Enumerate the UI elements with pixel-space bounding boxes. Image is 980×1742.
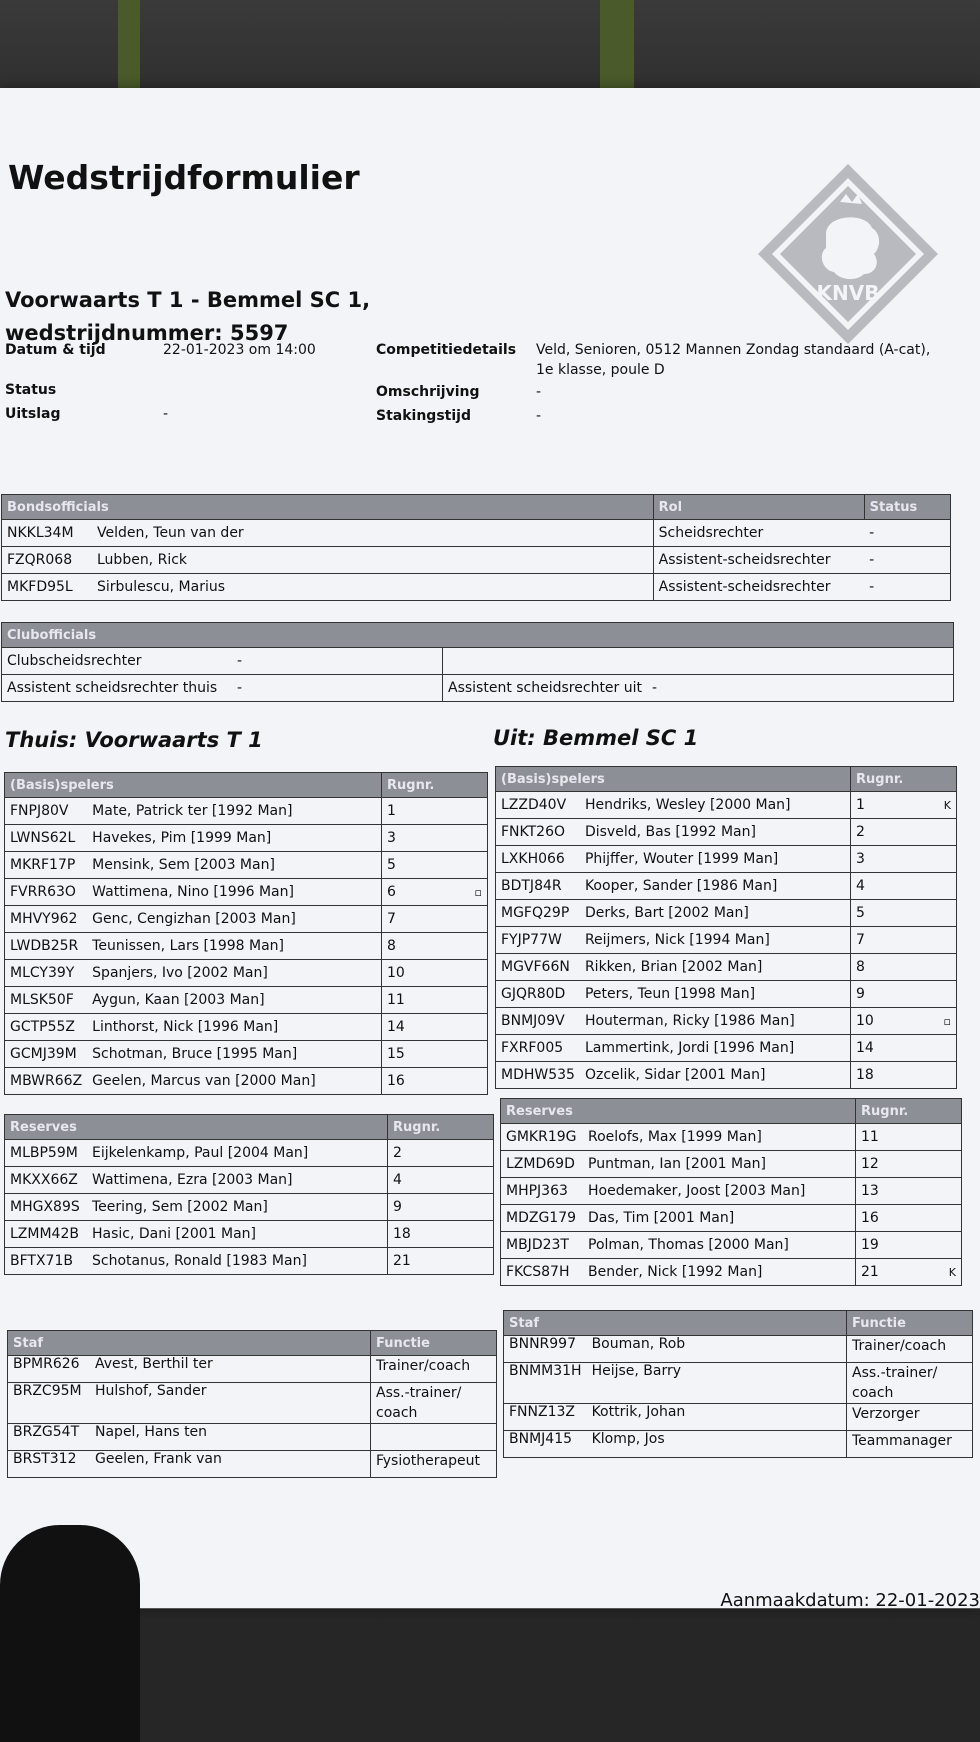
- player-marker: [443, 906, 488, 933]
- player-code: MLSK50F: [5, 987, 88, 1014]
- comp-value-2: 1e klasse, poule D: [536, 362, 665, 378]
- table-row: [5, 1014, 488, 1041]
- staff-name: Heijse, Barry: [587, 1363, 847, 1404]
- status-label: Status: [5, 382, 57, 398]
- player-code: MGFQ29P: [496, 900, 580, 927]
- shirt-number: 13: [856, 1178, 917, 1205]
- player-marker: [917, 1205, 962, 1232]
- player-name: Disveld, Bas [1992 Man]: [580, 819, 851, 846]
- player-name: Polman, Thomas [2000 Man]: [583, 1232, 856, 1259]
- player-name: Ozcelik, Sidar [2001 Man]: [580, 1062, 851, 1089]
- clubofficials-table: [1, 622, 954, 702]
- player-name: Peters, Teun [1998 Man]: [580, 981, 851, 1008]
- knvb-logo: [756, 162, 941, 347]
- match-number: wedstrijdnummer: 5597: [5, 321, 289, 345]
- home-team-title: Thuis: Voorwaarts T 1: [5, 728, 263, 752]
- player-name: Puntman, Ian [2001 Man]: [583, 1151, 856, 1178]
- reserves-header: Reserves: [5, 1115, 388, 1140]
- player-name: Roelofs, Max [1999 Man]: [583, 1124, 856, 1151]
- pavement-seam: [600, 0, 634, 100]
- player-code: MDZG179: [501, 1205, 584, 1232]
- player-name: Genc, Cengizhan [2003 Man]: [87, 906, 381, 933]
- staff-function: Teammanager: [847, 1431, 973, 1458]
- staf-header: Staf: [8, 1331, 371, 1356]
- comp-value-1: Veld, Senioren, 0512 Mannen Zondag standaard (A-cat),: [536, 342, 931, 358]
- shirt-number: 10: [382, 960, 443, 987]
- rugnr-header: Rugnr.: [388, 1115, 494, 1140]
- datum-label: Datum & tijd: [5, 342, 106, 358]
- table-row: [501, 1259, 962, 1286]
- away-reserves-table: [500, 1098, 962, 1286]
- player-name: Hendriks, Wesley [2000 Man]: [580, 792, 851, 819]
- meta-left: [5, 338, 316, 426]
- staff-code: BRZC95M: [8, 1383, 91, 1424]
- player-name: Houterman, Ricky [1986 Man]: [580, 1008, 851, 1035]
- table-row: [496, 819, 957, 846]
- player-code: BFTX71B: [5, 1248, 88, 1275]
- player-marker: [912, 954, 957, 981]
- table-row: [5, 879, 488, 906]
- staff-function: Ass.-trainer/ coach: [371, 1383, 497, 1424]
- player-name: Mensink, Sem [2003 Man]: [87, 852, 381, 879]
- player-marker: [917, 1124, 962, 1151]
- players-header: (Basis)spelers: [5, 773, 382, 798]
- comp-label: Competitiedetails: [376, 342, 517, 358]
- table-row: [8, 1424, 497, 1451]
- player-code: MKXX66Z: [5, 1167, 88, 1194]
- player-marker: [449, 1221, 494, 1248]
- shirt-number: 2: [851, 819, 912, 846]
- shirt-number: 7: [851, 927, 912, 954]
- home-players-table: [4, 772, 488, 1095]
- home-staff-table: [7, 1330, 497, 1478]
- shirt-number: 2: [388, 1140, 449, 1167]
- shirt-number: 1: [851, 792, 912, 819]
- player-marker: K: [917, 1259, 962, 1286]
- player-name: Schotanus, Ronald [1983 Man]: [87, 1248, 388, 1275]
- staff-function: Ass.-trainer/ coach: [847, 1363, 973, 1404]
- player-marker: [917, 1232, 962, 1259]
- player-marker: [912, 873, 957, 900]
- player-marker: [912, 981, 957, 1008]
- shirt-number: 21: [856, 1259, 917, 1286]
- shirt-number: 21: [388, 1248, 449, 1275]
- player-code: FXRF005: [496, 1035, 580, 1062]
- table-row: [496, 873, 957, 900]
- staff-code: BRST312: [8, 1451, 91, 1478]
- player-code: GCTP55Z: [5, 1014, 88, 1041]
- pavement-seam: [118, 0, 140, 95]
- functie-header: Functie: [371, 1331, 497, 1356]
- player-code: FKCS87H: [501, 1259, 584, 1286]
- table-row: [496, 1035, 957, 1062]
- shirt-number: 1: [382, 798, 443, 825]
- bondsofficials-table: [1, 494, 951, 601]
- player-name: Hasic, Dani [2001 Man]: [87, 1221, 388, 1248]
- player-code: MBJD23T: [501, 1232, 584, 1259]
- table-row: [5, 825, 488, 852]
- datum-value: 22-01-2023 om 14:00: [163, 342, 316, 358]
- status-header: Status: [864, 495, 950, 520]
- player-marker: [443, 933, 488, 960]
- player-marker: [443, 987, 488, 1014]
- table-row: [496, 846, 957, 873]
- player-marker: [917, 1178, 962, 1205]
- omschrijving-label: Omschrijving: [376, 384, 480, 400]
- player-code: LWDB25R: [5, 933, 88, 960]
- player-code: GJQR80D: [496, 981, 580, 1008]
- shirt-number: 8: [851, 954, 912, 981]
- player-marker: [912, 927, 957, 954]
- table-row: [5, 1248, 494, 1275]
- uitslag-label: Uitslag: [5, 406, 61, 422]
- player-name: Bender, Nick [1992 Man]: [583, 1259, 856, 1286]
- shirt-number: 14: [382, 1014, 443, 1041]
- match-teams: Voorwaarts T 1 - Bemmel SC 1,: [5, 288, 371, 312]
- player-name: Lammertink, Jordi [1996 Man]: [580, 1035, 851, 1062]
- table-row: [496, 927, 957, 954]
- rugnr-header: Rugnr.: [851, 767, 957, 792]
- player-code: BNMJ09V: [496, 1008, 580, 1035]
- table-row: [496, 900, 957, 927]
- shirt-number: 18: [851, 1062, 912, 1089]
- shirt-number: 3: [382, 825, 443, 852]
- player-name: Geelen, Marcus van [2000 Man]: [87, 1068, 381, 1095]
- table-row: [496, 1008, 957, 1035]
- player-marker: [449, 1194, 494, 1221]
- table-row: [504, 1336, 973, 1363]
- meta-right: [376, 338, 936, 428]
- player-name: Derks, Bart [2002 Man]: [580, 900, 851, 927]
- player-code: MBWR66Z: [5, 1068, 88, 1095]
- staff-function: Fysiotherapeut: [371, 1451, 497, 1478]
- player-code: FYJP77W: [496, 927, 580, 954]
- player-name: Havekes, Pim [1999 Man]: [87, 825, 381, 852]
- player-code: MKRF17P: [5, 852, 88, 879]
- player-marker: [912, 1035, 957, 1062]
- table-row: [504, 1363, 973, 1404]
- player-code: FNPJ80V: [5, 798, 88, 825]
- table-row: MKFD95L Sirbulescu, Marius Assistent-scheidsrechter -: [2, 574, 951, 601]
- player-code: GMKR19G: [501, 1124, 584, 1151]
- table-row: [5, 906, 488, 933]
- table-row: NKKL34M Velden, Teun van der Scheidsrechter -: [2, 520, 951, 547]
- player-name: Mate, Patrick ter [1992 Man]: [87, 798, 381, 825]
- staff-name: Kottrik, Johan: [587, 1404, 847, 1431]
- player-marker: [449, 1140, 494, 1167]
- staff-name: Avest, Berthil ter: [90, 1356, 371, 1383]
- shirt-number: 9: [851, 981, 912, 1008]
- player-code: LZMM42B: [5, 1221, 88, 1248]
- table-row: [5, 1194, 494, 1221]
- player-name: Spanjers, Ivo [2002 Man]: [87, 960, 381, 987]
- table-row: [504, 1431, 973, 1458]
- shirt-number: 12: [856, 1151, 917, 1178]
- player-code: MDHW535: [496, 1062, 580, 1089]
- player-marker: ▫: [912, 1008, 957, 1035]
- shirt-number: 11: [856, 1124, 917, 1151]
- player-marker: ▫: [443, 879, 488, 906]
- player-name: Aygun, Kaan [2003 Man]: [87, 987, 381, 1014]
- shirt-number: 9: [388, 1194, 449, 1221]
- staff-name: Klomp, Jos: [587, 1431, 847, 1458]
- player-marker: [443, 1041, 488, 1068]
- match-form-sheet: [0, 88, 980, 1611]
- shirt-number: 15: [382, 1041, 443, 1068]
- player-code: MHGX89S: [5, 1194, 88, 1221]
- player-name: Reijmers, Nick [1994 Man]: [580, 927, 851, 954]
- shirt-number: 19: [856, 1232, 917, 1259]
- rugnr-header: Rugnr.: [382, 773, 488, 798]
- player-marker: [917, 1151, 962, 1178]
- away-staff-table: [503, 1310, 973, 1458]
- shirt-number: 5: [382, 852, 443, 879]
- table-row: [5, 1221, 494, 1248]
- rugnr-header: Rugnr.: [856, 1099, 962, 1124]
- staff-function: Trainer/coach: [371, 1356, 497, 1383]
- player-marker: [443, 852, 488, 879]
- svg-text:KNVB: KNVB: [816, 281, 880, 305]
- shirt-number: 5: [851, 900, 912, 927]
- player-name: Wattimena, Ezra [2003 Man]: [87, 1167, 388, 1194]
- player-code: MLCY39Y: [5, 960, 88, 987]
- player-code: GCMJ39M: [5, 1041, 88, 1068]
- player-name: Das, Tim [2001 Man]: [583, 1205, 856, 1232]
- staff-code: BNMJ415: [504, 1431, 587, 1458]
- player-name: Linthorst, Nick [1996 Man]: [87, 1014, 381, 1041]
- shirt-number: 14: [851, 1035, 912, 1062]
- player-marker: [912, 900, 957, 927]
- player-marker: [912, 846, 957, 873]
- glove-thumb: [0, 1525, 140, 1742]
- omschrijving-value: -: [536, 384, 542, 400]
- staff-name: Geelen, Frank van: [90, 1451, 371, 1478]
- reserves-header: Reserves: [501, 1099, 856, 1124]
- player-marker: [449, 1248, 494, 1275]
- table-row: [496, 981, 957, 1008]
- staff-name: Hulshof, Sander: [90, 1383, 371, 1424]
- stakingstijd-label: Stakingstijd: [376, 408, 471, 424]
- table-row: [501, 1205, 962, 1232]
- player-code: BDTJ84R: [496, 873, 580, 900]
- table-row: [5, 960, 488, 987]
- table-row: [8, 1451, 497, 1478]
- table-row: [496, 792, 957, 819]
- staff-code: BPMR626: [8, 1356, 91, 1383]
- shirt-number: 8: [382, 933, 443, 960]
- shirt-number: 4: [851, 873, 912, 900]
- player-code: LWNS62L: [5, 825, 88, 852]
- shirt-number: 4: [388, 1167, 449, 1194]
- staff-name: Bouman, Rob: [587, 1336, 847, 1363]
- table-row: [5, 798, 488, 825]
- table-row: [501, 1151, 962, 1178]
- table-row: [8, 1356, 497, 1383]
- creation-date: Aanmaakdatum: 22-01-2023: [720, 1590, 980, 1611]
- player-marker: [443, 1014, 488, 1041]
- table-row: [5, 987, 488, 1014]
- player-name: Hoedemaker, Joost [2003 Man]: [583, 1178, 856, 1205]
- player-name: Schotman, Bruce [1995 Man]: [87, 1041, 381, 1068]
- player-code: MLBP59M: [5, 1140, 88, 1167]
- table-row: [496, 1062, 957, 1089]
- shirt-number: 10: [851, 1008, 912, 1035]
- player-name: Wattimena, Nino [1996 Man]: [87, 879, 381, 906]
- player-code: LZMD69D: [501, 1151, 584, 1178]
- home-reserves-table: [4, 1114, 494, 1275]
- shirt-number: 3: [851, 846, 912, 873]
- player-marker: [443, 1068, 488, 1095]
- away-team-title: Uit: Bemmel SC 1: [493, 726, 699, 750]
- player-code: LXKH066: [496, 846, 580, 873]
- table-row: [501, 1232, 962, 1259]
- table-row: [5, 933, 488, 960]
- table-row: FZQR068 Lubben, Rick Assistent-scheidsrechter -: [2, 547, 951, 574]
- table-row: [501, 1124, 962, 1151]
- staff-function: Trainer/coach: [847, 1336, 973, 1363]
- stakingstijd-value: -: [536, 408, 542, 424]
- player-name: Kooper, Sander [1986 Man]: [580, 873, 851, 900]
- staff-code: BNNR997: [504, 1336, 587, 1363]
- player-marker: [443, 825, 488, 852]
- shirt-number: 16: [856, 1205, 917, 1232]
- player-marker: [449, 1167, 494, 1194]
- clubofficials-header: Clubofficials: [2, 623, 954, 648]
- player-code: MGVF66N: [496, 954, 580, 981]
- player-code: FVRR63O: [5, 879, 88, 906]
- staff-function: [371, 1424, 497, 1451]
- table-row: Assistent scheidsrechter thuis - Assistent scheidsrechter uit -: [2, 675, 954, 702]
- functie-header: Functie: [847, 1311, 973, 1336]
- uitslag-value: -: [163, 406, 169, 422]
- table-row: [5, 1167, 494, 1194]
- table-row: [5, 852, 488, 879]
- shirt-number: 11: [382, 987, 443, 1014]
- player-marker: [443, 798, 488, 825]
- shirt-number: 18: [388, 1221, 449, 1248]
- away-players-table: [495, 766, 957, 1089]
- player-name: Eijkelenkamp, Paul [2004 Man]: [87, 1140, 388, 1167]
- table-row: [5, 1041, 488, 1068]
- player-marker: [912, 819, 957, 846]
- player-code: MHPJ363: [501, 1178, 584, 1205]
- staff-function: Verzorger: [847, 1404, 973, 1431]
- player-name: Rikken, Brian [2002 Man]: [580, 954, 851, 981]
- staff-code: FNNZ13Z: [504, 1404, 587, 1431]
- player-name: Teering, Sem [2002 Man]: [87, 1194, 388, 1221]
- staff-code: BRZG54T: [8, 1424, 91, 1451]
- player-marker: [443, 960, 488, 987]
- player-code: LZZD40V: [496, 792, 580, 819]
- shirt-number: 6: [382, 879, 443, 906]
- staf-header: Staf: [504, 1311, 847, 1336]
- table-row: Clubscheidsrechter -: [2, 648, 954, 675]
- table-row: [496, 954, 957, 981]
- table-row: [5, 1140, 494, 1167]
- table-row: [5, 1068, 488, 1095]
- rol-header: Rol: [653, 495, 864, 520]
- staff-code: BNMM31H: [504, 1363, 587, 1404]
- player-marker: [912, 1062, 957, 1089]
- player-marker: K: [912, 792, 957, 819]
- shirt-number: 16: [382, 1068, 443, 1095]
- player-name: Phijffer, Wouter [1999 Man]: [580, 846, 851, 873]
- bondsofficials-header: Bondsofficials: [2, 495, 654, 520]
- table-row: [504, 1404, 973, 1431]
- table-row: [8, 1383, 497, 1424]
- player-code: MHVY962: [5, 906, 88, 933]
- shirt-number: 7: [382, 906, 443, 933]
- staff-name: Napel, Hans ten: [90, 1424, 371, 1451]
- table-row: [501, 1178, 962, 1205]
- player-code: FNKT26O: [496, 819, 580, 846]
- players-header: (Basis)spelers: [496, 767, 851, 792]
- player-name: Teunissen, Lars [1998 Man]: [87, 933, 381, 960]
- page-title: Wedstrijdformulier: [8, 158, 360, 197]
